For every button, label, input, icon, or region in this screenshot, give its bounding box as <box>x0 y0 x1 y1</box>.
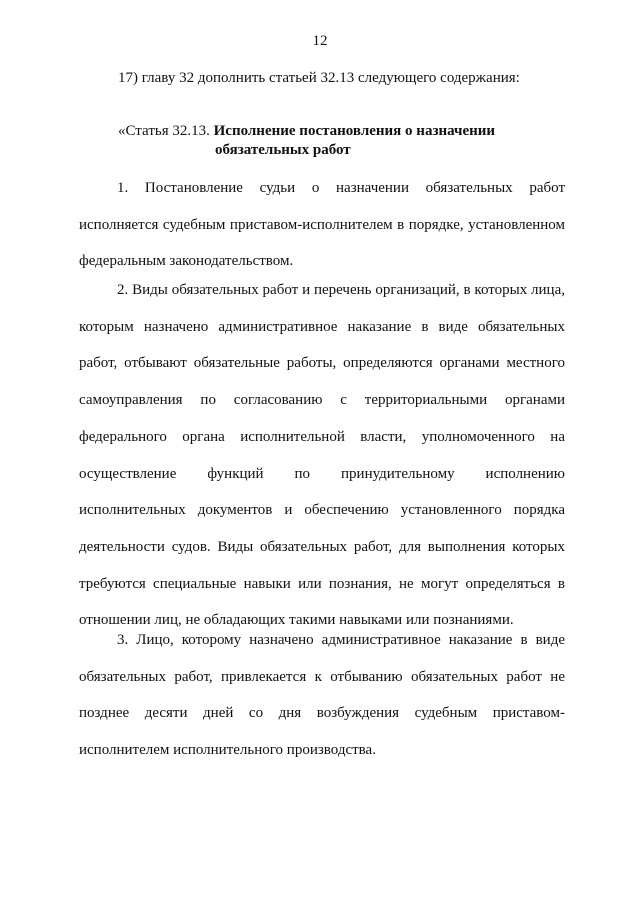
article-title-line-2: обязательных работ <box>215 142 351 158</box>
article-heading <box>118 122 558 160</box>
paragraph-2: 2. Виды обязательных работ и перечень организаций, в которых лица, которым назначено административное наказание в виде обязательных работ, отбывают обязательные работы, определяются органами местного самоуправления по согласованию с территориальными органами федерального органа исполнительной власти, уполномоченного на осуществление функций по принудительному исполнению исполнительных документов и обеспечению установленного порядка деятельности судов. Виды обязательных работ, для выполнения которых требуются специальные навыки или познания, не могут определяться в отношении лиц, не обладающих такими навыками или познаниями. <box>79 282 565 629</box>
article-title-line-1: Исполнение постановления о назначении <box>213 123 496 139</box>
paragraph-1-block <box>79 170 565 280</box>
paragraph-3: 3. Лицо, которому назначено административное наказание в виде обязательных работ, привлекается к отбыванию обязательных работ не позднее десяти дней со дня возбуждения судебным приставом-исполнителем исполнительного производства. <box>79 632 565 759</box>
paragraph-3-block <box>79 622 565 769</box>
paragraph-1: 1. Постановление судьи о назначении обязательных работ исполняется судебным приставом-исполнителем в порядке, установленном федеральным законодательством. <box>79 180 565 270</box>
amendment-intro: 17) главу 32 дополнить статьей 32.13 следующего содержания: <box>118 70 520 86</box>
paragraph-2-block <box>79 272 565 639</box>
article-number: «Статья 32.13. <box>118 123 210 139</box>
page-number: 12 <box>312 33 328 49</box>
